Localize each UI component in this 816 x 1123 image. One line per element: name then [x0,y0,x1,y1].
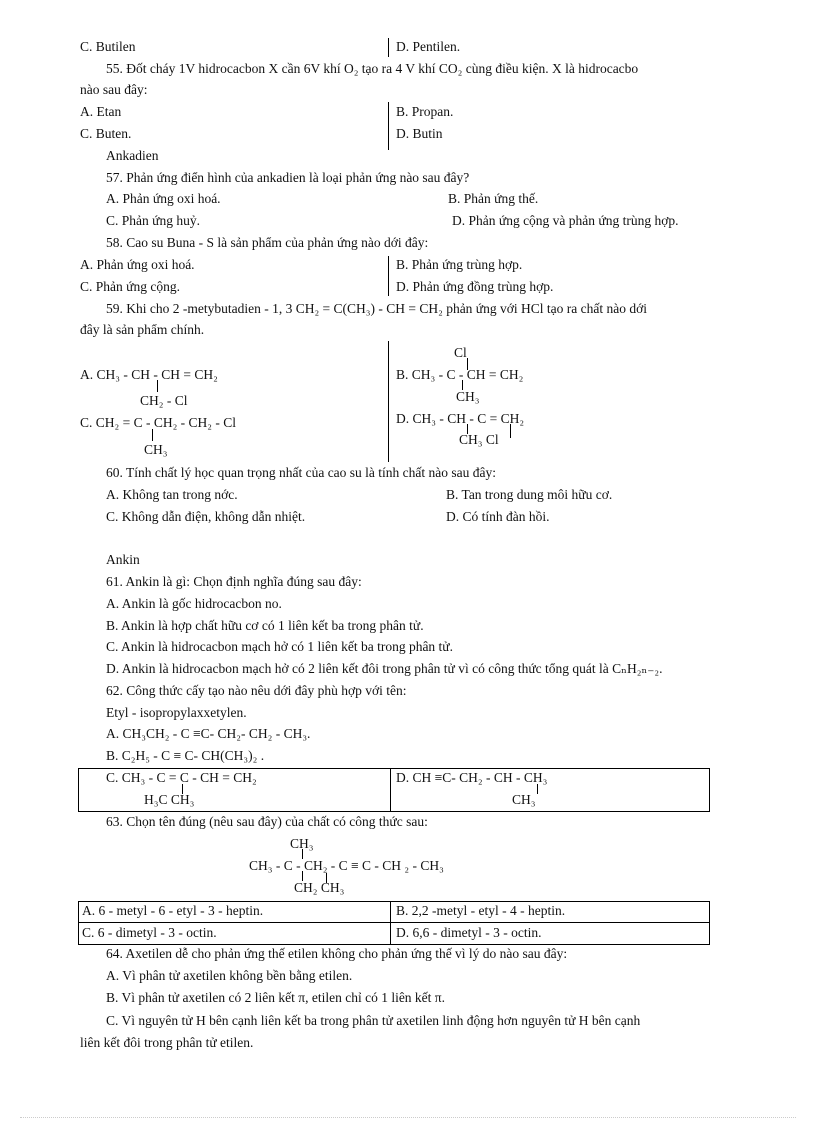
q58-option-b: B. Phản ứng trùng hợp. [396,257,523,272]
q62-option-b: B. C₂H₅ - C ≡ C- CH(CH₃)₂ . [106,748,265,763]
q60-stem: 60. Tính chất lý học quan trọng nhất của cao su là tính chất nào sau đây: [106,465,497,480]
q62-option-d: D. CH ≡C- CH₂ - CH - CH₃ [396,770,548,785]
q59-option-b: B. CH₃ - C - CH = CH₂ [396,367,524,382]
q61-stem: 61. Ankin là gì: Chọn định nghĩa đúng sau đây: [106,574,362,589]
q55-stem: 55. Đốt cháy 1V hidrocacbon X cần 6V khí O₂ tạo ra 4 V khí CO₂ cùng điều kiện. X là hidrocacbo [106,61,639,76]
q59-option-d: D. CH₃ - CH - C = CH₂ [396,411,525,426]
q60-option-c: C. Không dẫn điện, không dẫn nhiệt. [106,509,306,524]
q57-option-c: C. Phản ứng huỷ. [106,213,200,228]
q62-stem: 62. Công thức cấy tạo nào nêu dới đây phù hợp với tên: [106,683,407,698]
q64-stem: 64. Axetilen dễ cho phản ứng thế etilen không cho phản ứng thế vì lý do nào sau đây: [106,946,568,961]
q63-formula-main: CH₃ - C - CH₂ - C ≡ C - CH ₂ - CH₃ [249,858,444,873]
q61-option-b: B. Ankin là hợp chất hữu cơ có 1 liên kết ba trong phân tử. [106,618,424,633]
q63-option-b: B. 2,2 -metyl - etyl - 4 - heptin. [396,903,566,918]
q59-option-b-top: Cl [454,345,467,360]
bond-line [157,380,158,392]
q60-option-b: B. Tan trong dung môi hữu cơ. [446,487,613,502]
q58-option-c: C. Phản ứng cộng. [80,279,180,294]
column-divider [388,341,389,462]
column-divider [388,256,389,296]
q61-option-a: A. Ankin là gốc hidrocacbon no. [106,596,282,611]
section-heading-ankadien: Ankadien [106,148,159,163]
q63-formula-bottom: CH₂ CH₃ [294,880,345,895]
q57-option-b: B. Phản ứng thế. [448,191,539,206]
q59-option-a-branch: CH₂ - Cl [140,393,188,408]
column-divider [388,38,389,57]
table-row-divider [78,922,709,923]
q57-option-d: D. Phản ứng cộng và phản ứng trùng hợp. [452,213,679,228]
q63-stem: 63. Chọn tên đúng (nêu sau đây) của chất có công thức sau: [106,814,428,829]
q58-option-d: D. Phản ứng đồng trùng hợp. [396,279,554,294]
section-heading-ankin: Ankin [106,552,140,567]
table-divider [390,768,391,811]
q64-option-a: A. Vì phân tử axetilen không bền bằng etilen. [106,968,353,983]
q55-stem-cont: nào sau đây: [80,82,148,97]
bond-line [152,429,153,441]
q59-option-d-branch: CH₃ Cl [459,432,499,447]
bond-line [537,784,538,794]
q57-option-a: A. Phản ứng oxi hoá. [106,191,221,206]
q59-stem: 59. Khi cho 2 -metybutadien - 1, 3 CH₂ = C(CH₃) - CH = CH₂ phản ứng với HCl tạo ra chất nào dới [106,301,647,316]
q55-option-d: D. Butin [396,126,443,141]
q63-option-c: C. 6 - dimetyl - 3 - octin. [82,925,217,940]
q54-option-d: D. Pentilen. [396,39,461,54]
q64-option-c: C. Vì nguyên tử H bên cạnh liên kết ba trong phân tử axetilen linh động hơn nguyên tử H bên cạnh [106,1013,641,1028]
q63-formula-top: CH₃ [290,836,314,851]
column-divider [388,102,389,150]
q54-option-c: C. Butilen [80,39,136,54]
q62-option-a: A. CH₃CH₂ - C ≡C- CH₂- CH₂ - CH₃. [106,726,311,741]
q55-option-b: B. Propan. [396,104,454,119]
q64-option-b: B. Vì phân tử axetilen có 2 liên kết π, etilen chỉ có 1 liên kết π. [106,990,445,1005]
q58-stem: 58. Cao su Buna - S là sản phẩm của phản ứng nào dới đây: [106,235,429,250]
q59-option-b-branch: CH₃ [456,389,480,404]
q59-option-c: C. CH₂ = C - CH₂ - CH₂ - Cl [80,415,236,430]
q64-option-c-cont: liên kết đôi trong phân tử etilen. [80,1035,254,1050]
q59-option-c-branch: CH₃ [144,442,168,457]
q63-option-d: D. 6,6 - dimetyl - 3 - octin. [396,925,542,940]
bond-line [510,424,511,438]
q59-stem-cont: đây là sản phẩm chính. [80,322,205,337]
q62-option-c-branch: H₃C CH₃ [144,792,195,807]
q57-stem: 57. Phản ứng điển hình của ankadien là loại phản ứng nào sau đây? [106,170,470,185]
q58-option-a: A. Phản ứng oxi hoá. [80,257,195,272]
q60-option-a: A. Không tan trong nớc. [106,487,238,502]
q55-option-a: A. Etan [80,104,122,119]
q62-option-c: C. CH₃ - C = C - CH = CH₂ [106,770,257,785]
q62-compound-name: Etyl - isopropylaxxetylen. [106,705,247,720]
q61-option-c: C. Ankin là hidrocacbon mạch hở có 1 liên kết ba trong phân tử. [106,639,453,654]
q60-option-d: D. Có tính đàn hồi. [446,509,550,524]
table-divider [390,901,391,944]
q63-option-a: A. 6 - metyl - 6 - etyl - 3 - heptin. [82,903,264,918]
q55-option-c: C. Buten. [80,126,132,141]
q62-option-d-branch: CH₃ [512,792,536,807]
footer-dotted-rule [20,1117,796,1118]
q61-option-d: D. Ankin là hidrocacbon mạch hở có 2 liên kết đôi trong phân tử vì có công thức tổng quát là CₙH₂ₙ₋₂. [106,661,663,676]
q59-option-a: A. CH₃ - CH - CH = CH₂ [80,367,218,382]
